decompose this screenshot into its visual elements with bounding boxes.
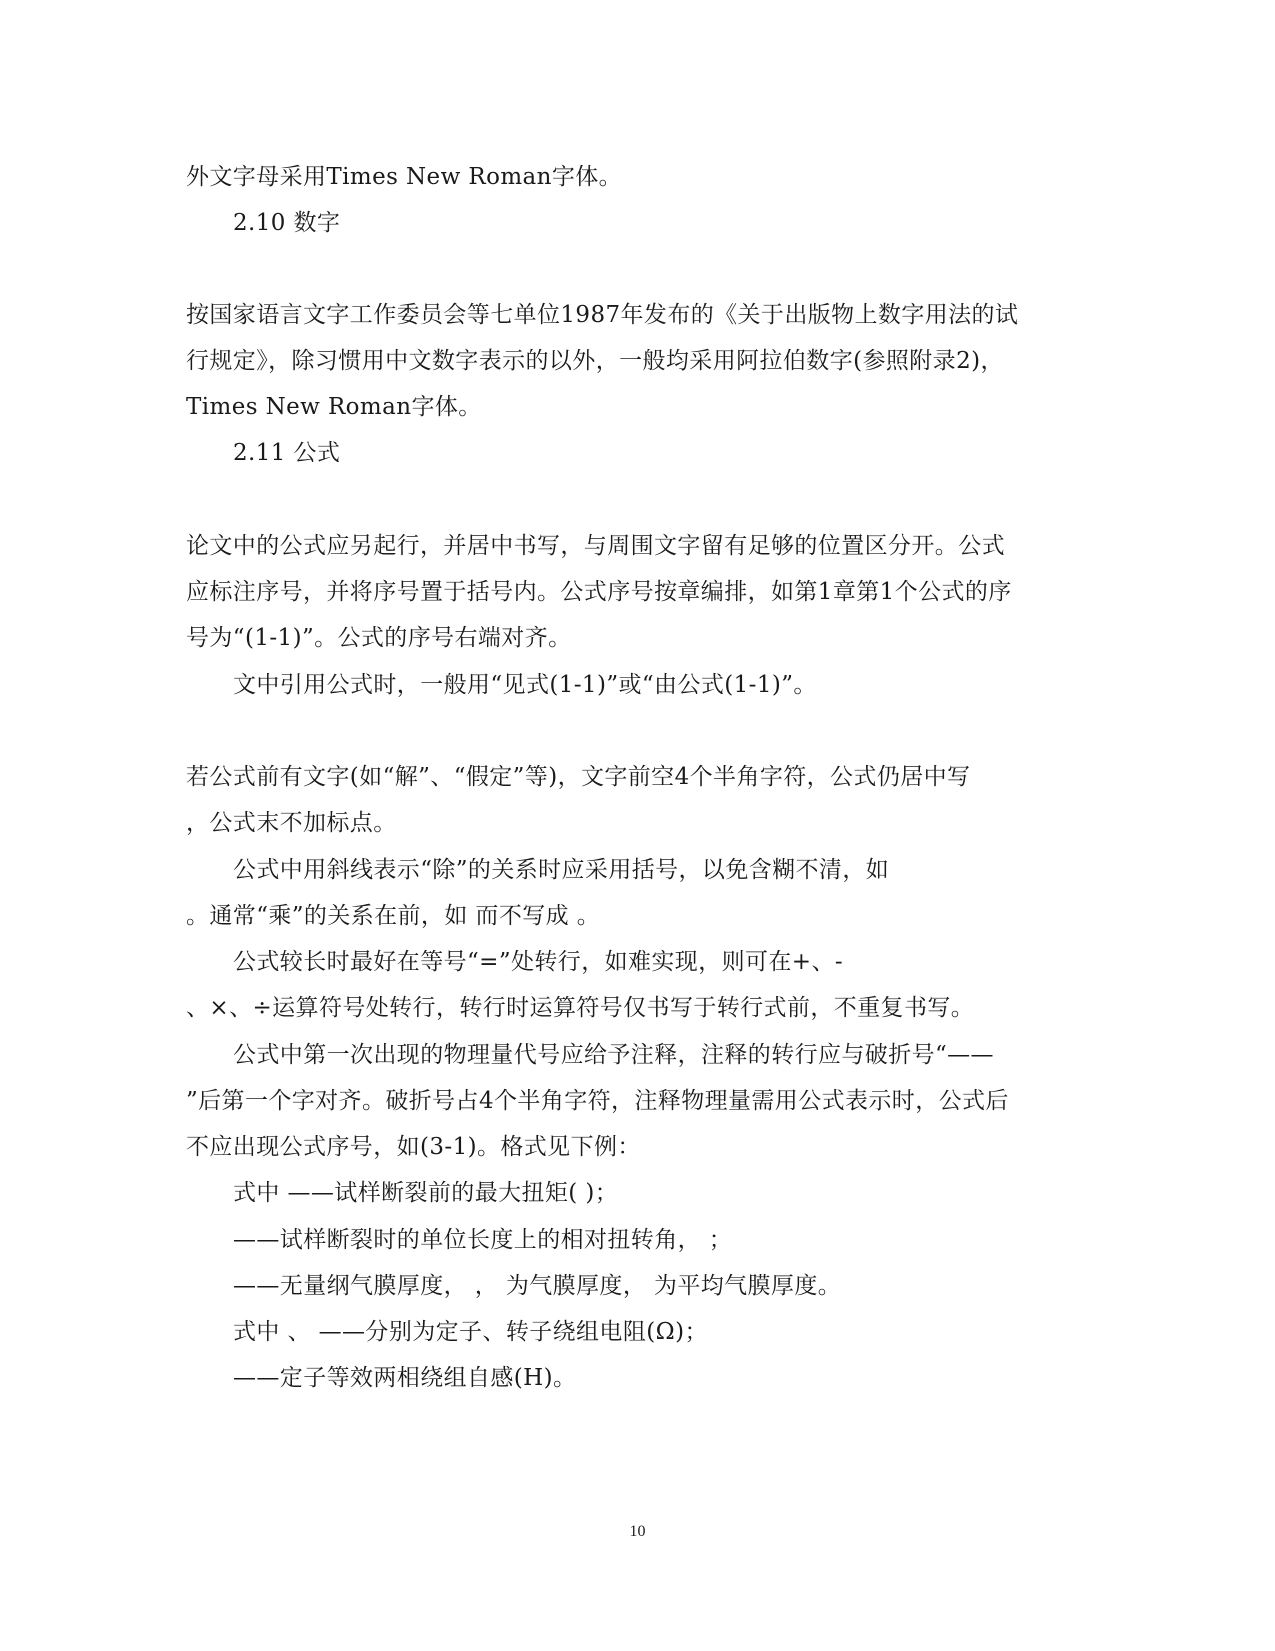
example-line: 式中 、 ——分别为定子、转子绕组电阻(Ω)； [233,1319,708,1345]
paragraph-line: 公式中第一次出现的物理量代号应给予注释，注释的转行应与破折号“—— [233,1042,994,1068]
section-heading-2-11: 2.11 公式 [233,440,341,466]
paragraph-line: 按国家语言文字工作委员会等七单位1987年发布的《关于出版物上数字用法的试 [186,302,1019,328]
example-line: 式中 ——试样断裂前的最大扭矩( )； [233,1180,619,1206]
paragraph-line: 号为“(1-1)”。公式的序号右端对齐。 [186,625,572,651]
section-heading-2-10: 2.10 数字 [233,210,341,236]
paragraph-line: ，公式末不加标点。 [186,810,397,836]
example-line: ——定子等效两相绕组自感(H)。 [233,1365,577,1391]
paragraph-line: 应标注序号，并将序号置于括号内。公式序号按章编排，如第1章第1个公式的序 [186,579,1012,605]
paragraph-line: 。通常“乘”的关系在前，如 而不写成 。 [186,903,601,929]
paragraph-line: 、×、÷运算符号处转行，转行时运算符号仅书写于转行式前，不重复书写。 [186,995,975,1021]
example-line: ——无量纲气膜厚度， ， 为气膜厚度， 为平均气膜厚度。 [233,1273,842,1299]
paragraph-line: ”后第一个字对齐。破折号占4个半角字符，注释物理量需用公式表示时，公式后 [186,1088,1009,1114]
paragraph-line: 论文中的公式应另起行，并居中书写，与周围文字留有足够的位置区分开。公式 [186,533,1005,559]
example-line: ——试样断裂时的单位长度上的相对扭转角， ； [233,1227,733,1253]
paragraph-line: Times New Roman字体。 [186,394,482,420]
paragraph-line: 行规定》，除习惯用中文数字表示的以外，一般均采用阿拉伯数字(参照附录2)， [186,348,1004,374]
paragraph-line: 若公式前有文字(如“解”、“假定”等)，文字前空4个半角字符，公式仍居中写 [186,764,971,790]
paragraph-line: 公式中用斜线表示“除”的关系时应采用括号，以免含糊不清，如 [233,857,890,883]
paragraph-line: 文中引用公式时，一般用“见式(1-1)”或“由公式(1-1)”。 [233,672,817,698]
paragraph-line: 公式较长时最好在等号“=”处转行，如难实现，则可在+、- [233,949,844,975]
page-number: 10 [629,1523,646,1540]
paragraph-line: 不应出现公式序号，如(3-1)。格式见下例： [186,1134,641,1160]
paragraph-line: 外文字母采用Times New Roman字体。 [186,164,623,190]
